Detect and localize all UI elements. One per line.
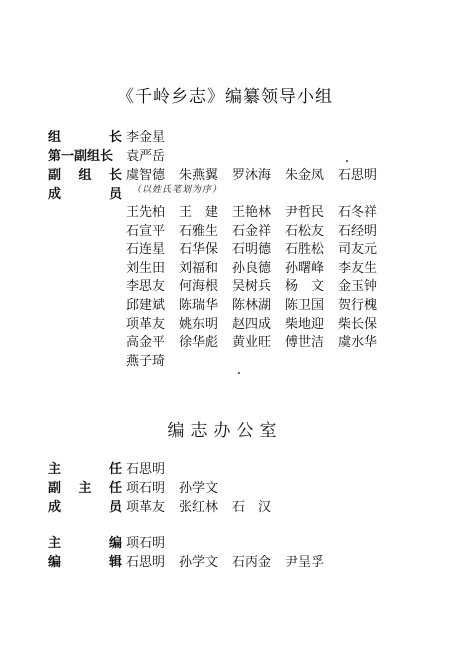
member-name: 吴树兵: [232, 279, 272, 295]
member-name: 王先柏: [126, 205, 166, 220]
member-name: 李友生: [338, 260, 378, 276]
deputies-names: 虞智德 朱燕翼 罗沐海 朱金凤 石思明: [126, 168, 378, 183]
office-director-role: 主 任: [48, 462, 122, 477]
member-names: [126, 257, 391, 276]
first-deputy-role: 第一副组长: [48, 149, 114, 164]
print-dot: [346, 160, 348, 162]
office-title: 编志办公室: [167, 421, 283, 441]
editors-role: 编 辑: [48, 555, 122, 570]
member-name: 石明德: [232, 242, 272, 258]
member-name: 徐华彪: [179, 335, 219, 351]
member-name: 杨 文: [285, 279, 325, 295]
member-name: 刘福和: [179, 260, 219, 276]
member-name: 李思友: [126, 279, 166, 295]
chief-editor-names: 项石明: [126, 536, 166, 551]
member-name: 贺行槐: [338, 298, 378, 313]
leader-names: 李金星: [126, 130, 166, 145]
member-names: [126, 275, 391, 294]
member-name: 陈瑞华: [179, 298, 219, 313]
member-name: 陈林湖: [232, 298, 272, 313]
member-names: [126, 238, 391, 257]
member-name: 石华保: [179, 242, 219, 258]
office-director-names: 石思明: [126, 462, 166, 477]
member-name: 虞水华: [338, 335, 378, 351]
office-deputy-role: 副 主 任: [48, 481, 122, 496]
member-name: 赵四成: [232, 316, 272, 332]
chief-editor-role: 主 编: [48, 536, 122, 551]
group-title: 《千岭乡志》编纂领导小组: [117, 87, 333, 107]
member-name: 石松友: [285, 223, 325, 239]
member-names: [126, 331, 391, 350]
member-name: 石冬祥: [338, 205, 378, 220]
member-name: 金玉钟: [338, 279, 378, 295]
member-name: 陈卫国: [285, 298, 325, 313]
member-names: [126, 350, 179, 369]
leader-role: 组 长: [48, 130, 122, 145]
member-name: 黄业旺: [232, 335, 272, 351]
member-name: 燕子琦: [126, 353, 166, 369]
member-name: 项革友: [126, 316, 166, 332]
member-name: 何海根: [179, 279, 219, 295]
member-name: 石雅生: [179, 223, 219, 239]
editors-names: 石思明 孙学文 石丙金 尹呈孚: [126, 555, 325, 570]
office-members-role: 成 员: [48, 500, 122, 515]
member-names: [126, 313, 391, 332]
member-name: 高金平: [126, 335, 166, 351]
member-name: 石胜松: [285, 242, 325, 258]
member-name: 柴长保: [338, 316, 378, 332]
first-deputy-names: 袁严岳: [126, 149, 166, 164]
member-names: [126, 294, 391, 313]
office-members-names: 项革友 张红林 石 汉: [126, 500, 272, 515]
deputies-role: 副 组 长: [48, 168, 122, 183]
member-name: 姚东明: [179, 316, 219, 332]
member-name: 尹哲民: [285, 205, 325, 220]
member-name: 邱建斌: [126, 298, 166, 313]
member-name: 王 建: [179, 205, 219, 220]
member-name: 石连星: [126, 242, 166, 258]
member-names: [126, 201, 391, 220]
print-dot: [238, 372, 240, 374]
member-name: 司友元: [338, 242, 378, 258]
member-name: 石经明: [338, 223, 378, 239]
member-name: 孙良德: [232, 260, 272, 276]
member-name: 刘生田: [126, 260, 166, 276]
member-name: 石宣平: [126, 223, 166, 239]
members-role: 成 员: [48, 187, 122, 202]
ordering-note: （以姓氏笔划为序）: [132, 185, 223, 195]
member-names: [126, 220, 391, 239]
member-name: 王艳林: [232, 205, 272, 220]
member-name: 孙曙峰: [285, 260, 325, 276]
member-name: 柴地迎: [285, 316, 325, 332]
member-name: 傅世洁: [285, 335, 325, 351]
office-deputy-names: 项石明 孙学文: [126, 481, 219, 496]
member-name: 石金祥: [232, 223, 272, 239]
